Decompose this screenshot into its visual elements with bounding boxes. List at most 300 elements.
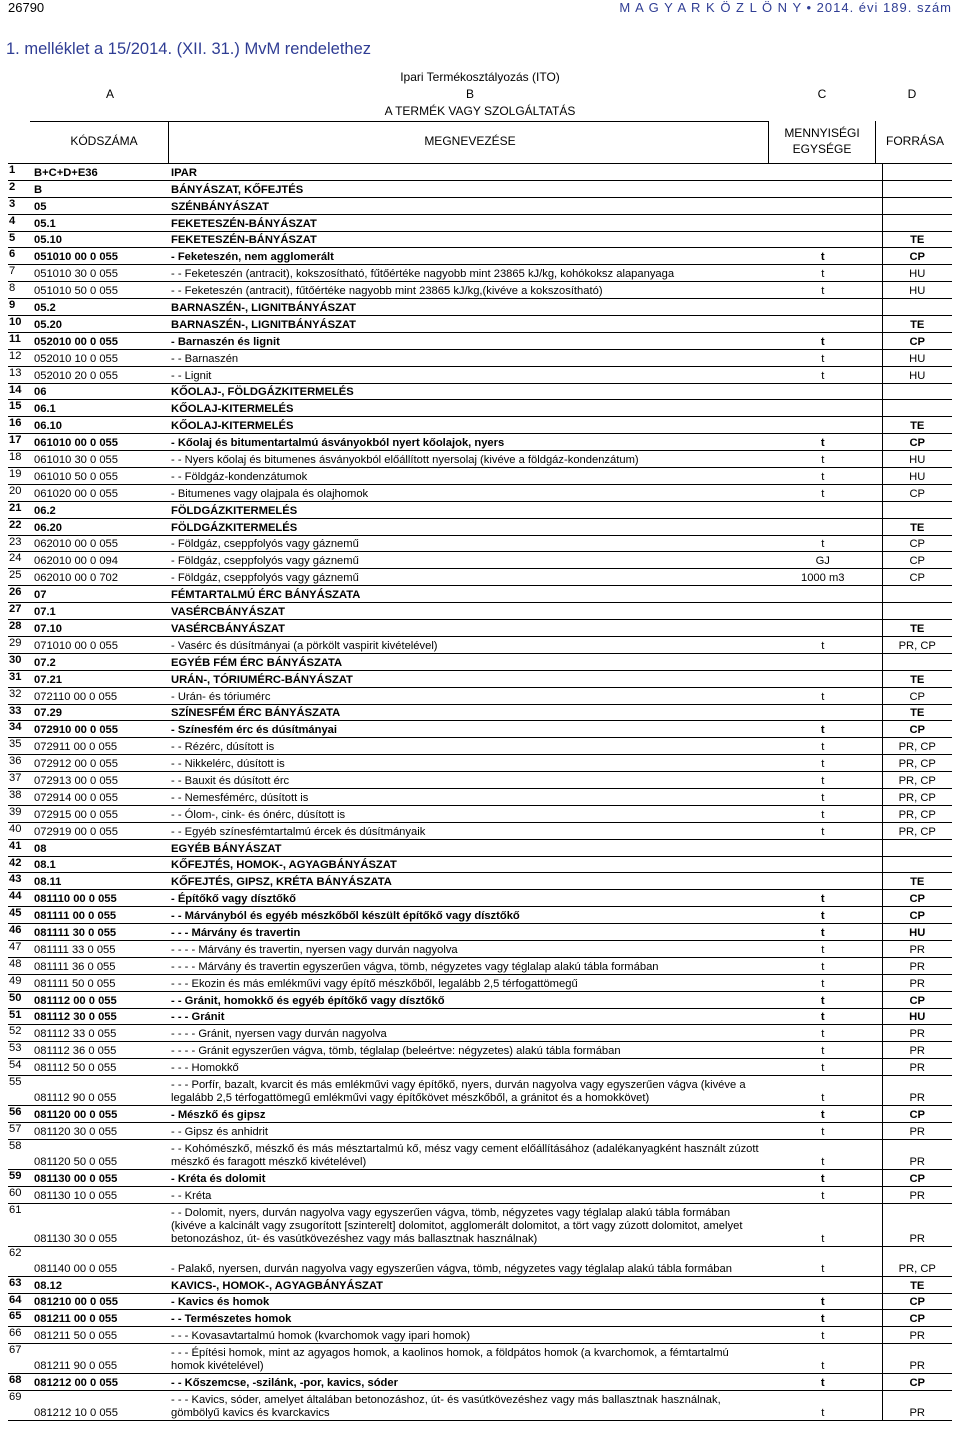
unit-of-measure: t — [764, 1186, 882, 1203]
product-code: 081212 10 0 055 — [30, 1391, 168, 1421]
data-source: CP — [882, 687, 952, 704]
unit-of-measure — [764, 873, 882, 890]
table-row — [8, 468, 952, 485]
row-number: 54 — [8, 1059, 30, 1076]
table-row — [8, 1344, 952, 1374]
table-row — [8, 1310, 952, 1327]
table-row — [8, 1139, 952, 1169]
table-row — [8, 1327, 952, 1344]
unit-of-measure — [764, 197, 882, 214]
row-number: 41 — [8, 839, 30, 856]
table-row — [8, 704, 952, 721]
product-code: 061010 00 0 055 — [30, 434, 168, 451]
unit-of-measure — [764, 299, 882, 316]
product-name: VASÉRCBÁNYÁSZAT — [168, 620, 764, 637]
table-row — [8, 1059, 952, 1076]
table-row — [8, 1246, 952, 1276]
product-code: 081140 00 0 055 — [30, 1246, 168, 1276]
data-source: HU — [882, 451, 952, 468]
data-source: TE — [882, 1276, 952, 1293]
unit-of-measure: t — [764, 332, 882, 349]
product-code: 072110 00 0 055 — [30, 687, 168, 704]
product-name: KŐOLAJ-, FÖLDGÁZKITERMELÉS — [168, 383, 764, 400]
row-number: 56 — [8, 1106, 30, 1123]
unit-of-measure: t — [764, 822, 882, 839]
data-source: PR, CP — [882, 805, 952, 822]
product-code: 081212 00 0 055 — [30, 1374, 168, 1391]
row-number: 66 — [8, 1327, 30, 1344]
data-source: HU — [882, 468, 952, 485]
table-row — [8, 1008, 952, 1025]
unit-of-measure — [764, 603, 882, 620]
table-title: Ipari Termékosztályozás (ITO) — [400, 70, 560, 84]
product-code: 07 — [30, 586, 168, 603]
product-name: FÖLDGÁZKITERMELÉS — [168, 501, 764, 518]
product-code: 062010 00 0 055 — [30, 535, 168, 552]
product-name: - - Gipsz és anhidrit — [168, 1122, 764, 1139]
unit-of-measure: t — [764, 772, 882, 789]
unit-of-measure: t — [764, 940, 882, 957]
product-name: - Mészkő és gipsz — [168, 1106, 764, 1123]
product-code: 072913 00 0 055 — [30, 772, 168, 789]
product-code: 06.20 — [30, 518, 168, 535]
unit-of-measure — [764, 586, 882, 603]
row-number: 52 — [8, 1025, 30, 1042]
row-number: 24 — [8, 552, 30, 569]
table-row — [8, 434, 952, 451]
row-number: 6 — [8, 248, 30, 265]
unit-of-measure: t — [764, 1025, 882, 1042]
product-name: KŐOLAJ-KITERMELÉS — [168, 400, 764, 417]
table-row — [8, 603, 952, 620]
unit-of-measure: t — [764, 991, 882, 1008]
product-code: 081112 36 0 055 — [30, 1042, 168, 1059]
row-number: 23 — [8, 535, 30, 552]
product-name: - Földgáz, cseppfolyós vagy gáznemű — [168, 535, 764, 552]
product-code: 05.1 — [30, 214, 168, 231]
product-name: EGYÉB BÁNYÁSZAT — [168, 839, 764, 856]
row-number: 4 — [8, 214, 30, 231]
column-header-name: MEGNEVEZÉSE — [424, 134, 516, 148]
product-code: 061010 30 0 055 — [30, 451, 168, 468]
product-name: - Feketeszén, nem agglomerált — [168, 248, 764, 265]
row-number: 17 — [8, 434, 30, 451]
journal-title: M A G Y A R K Ö Z L Ö N Y • 2014. évi 189. szám — [619, 0, 952, 15]
table-row — [8, 366, 952, 383]
table-row — [8, 1391, 952, 1421]
column-letter-d: D — [907, 87, 917, 101]
unit-of-measure: t — [764, 1344, 882, 1374]
product-code: 08 — [30, 839, 168, 856]
data-source: PR — [882, 1042, 952, 1059]
unit-of-measure: t — [764, 248, 882, 265]
data-source: PR — [882, 1059, 952, 1076]
unit-of-measure — [764, 501, 882, 518]
unit-of-measure — [764, 164, 882, 181]
unit-of-measure: t — [764, 1293, 882, 1310]
row-number: 2 — [8, 180, 30, 197]
product-code: 072919 00 0 055 — [30, 822, 168, 839]
table-row — [8, 957, 952, 974]
table-row — [8, 282, 952, 299]
table-row — [8, 653, 952, 670]
unit-of-measure: t — [764, 1076, 882, 1106]
product-name: - - Nikkelérc, dúsított is — [168, 755, 764, 772]
unit-of-measure: t — [764, 636, 882, 653]
classification-table — [8, 163, 952, 1421]
unit-of-measure: t — [764, 974, 882, 991]
row-number: 27 — [8, 603, 30, 620]
row-number: 37 — [8, 772, 30, 789]
table-row — [8, 805, 952, 822]
row-number: 47 — [8, 940, 30, 957]
data-source: PR, CP — [882, 755, 952, 772]
row-number: 57 — [8, 1122, 30, 1139]
row-number: 69 — [8, 1391, 30, 1421]
data-source: TE — [882, 620, 952, 637]
data-source — [882, 400, 952, 417]
product-code: 061010 50 0 055 — [30, 468, 168, 485]
product-name: - - Nyers kőolaj és bitumenes ásványokból előállított nyersolaj (kivéve a földgáz-kondenzátum) — [168, 451, 764, 468]
product-name: - Színesfém érc és dúsítmányai — [168, 721, 764, 738]
unit-of-measure — [764, 383, 882, 400]
product-code: 07.1 — [30, 603, 168, 620]
unit-of-measure: t — [764, 484, 882, 501]
row-number: 32 — [8, 687, 30, 704]
table-row — [8, 383, 952, 400]
data-source: PR — [882, 1186, 952, 1203]
row-number: 26 — [8, 586, 30, 603]
row-number: 68 — [8, 1374, 30, 1391]
data-source: PR, CP — [882, 636, 952, 653]
data-source: CP — [882, 484, 952, 501]
unit-of-measure: t — [764, 1139, 882, 1169]
table-row — [8, 738, 952, 755]
table-row — [8, 316, 952, 333]
data-source: PR, CP — [882, 788, 952, 805]
product-name: SZÍNESFÉM ÉRC BÁNYÁSZATA — [168, 704, 764, 721]
product-name: - Vasérc és dúsítmányai (a pörkölt vaspirit kivételével) — [168, 636, 764, 653]
data-source: HU — [882, 924, 952, 941]
data-source — [882, 839, 952, 856]
data-source: CP — [882, 569, 952, 586]
product-name: - - - Kovasavtartalmú homok (kvarchomok vagy ipari homok) — [168, 1327, 764, 1344]
table-row — [8, 721, 952, 738]
table-row — [8, 687, 952, 704]
data-source — [882, 501, 952, 518]
product-name: - Építőkő vagy dísztőkő — [168, 890, 764, 907]
product-name: - - - - Gránit, nyersen vagy durván nagyolva — [168, 1025, 764, 1042]
data-source: HU — [882, 366, 952, 383]
table-row — [8, 299, 952, 316]
row-number: 7 — [8, 265, 30, 282]
product-code: 081211 90 0 055 — [30, 1344, 168, 1374]
unit-of-measure: t — [764, 1391, 882, 1421]
row-number: 30 — [8, 653, 30, 670]
row-number: 45 — [8, 907, 30, 924]
unit-of-measure: t — [764, 535, 882, 552]
table-row — [8, 518, 952, 535]
row-number: 36 — [8, 755, 30, 772]
data-source: CP — [882, 332, 952, 349]
row-number: 53 — [8, 1042, 30, 1059]
table-row — [8, 1169, 952, 1186]
data-source: TE — [882, 231, 952, 248]
product-code: 081112 33 0 055 — [30, 1025, 168, 1042]
row-number: 10 — [8, 316, 30, 333]
product-code: 081120 00 0 055 — [30, 1106, 168, 1123]
product-code: 081111 36 0 055 — [30, 957, 168, 974]
unit-of-measure — [764, 704, 882, 721]
product-code: 081120 30 0 055 — [30, 1122, 168, 1139]
product-code: 081111 50 0 055 — [30, 974, 168, 991]
annex-subtitle: 1. melléklet a 15/2014. (XII. 31.) MvM rendelethez — [6, 40, 372, 58]
data-source: CP — [882, 1106, 952, 1123]
product-name: - - Rézérc, dúsított is — [168, 738, 764, 755]
product-name: - Kavics és homok — [168, 1293, 764, 1310]
row-number: 15 — [8, 400, 30, 417]
product-name: - - - Kavics, sóder, amelyet általában betonozáshoz, út- és vasútkövezéshez vagy más ballasztnak használnak, gömbölyű kavics és kvarckavics — [168, 1391, 764, 1421]
row-number: 21 — [8, 501, 30, 518]
data-source: TE — [882, 417, 952, 434]
data-source — [882, 653, 952, 670]
product-name: - - Természetes homok — [168, 1310, 764, 1327]
table-row — [8, 231, 952, 248]
row-number: 59 — [8, 1169, 30, 1186]
page-header — [8, 0, 952, 14]
product-code: 05.2 — [30, 299, 168, 316]
product-name: - - Feketeszén (antracit), kokszosítható, fűtőértéke nagyobb mint 23865 kJ/kg, kohókoksz alapanyaga — [168, 265, 764, 282]
product-name: FÖLDGÁZKITERMELÉS — [168, 518, 764, 535]
product-code: 072915 00 0 055 — [30, 805, 168, 822]
product-code: 081210 00 0 055 — [30, 1293, 168, 1310]
product-code: 081112 90 0 055 — [30, 1076, 168, 1106]
product-code: B+C+D+E36 — [30, 164, 168, 181]
unit-of-measure: t — [764, 721, 882, 738]
row-number: 61 — [8, 1203, 30, 1246]
product-code: 06.1 — [30, 400, 168, 417]
row-number: 43 — [8, 873, 30, 890]
product-code: 081111 30 0 055 — [30, 924, 168, 941]
table-row — [8, 940, 952, 957]
row-number: 12 — [8, 349, 30, 366]
data-source — [882, 180, 952, 197]
unit-of-measure: t — [764, 907, 882, 924]
table-row — [8, 214, 952, 231]
data-source — [882, 164, 952, 181]
unit-of-measure — [764, 316, 882, 333]
product-code: 081111 00 0 055 — [30, 907, 168, 924]
product-code: 072911 00 0 055 — [30, 738, 168, 755]
table-row — [8, 180, 952, 197]
data-source: CP — [882, 907, 952, 924]
row-number: 31 — [8, 670, 30, 687]
row-number: 58 — [8, 1139, 30, 1169]
product-code: 05.10 — [30, 231, 168, 248]
product-code: B — [30, 180, 168, 197]
table-row — [8, 856, 952, 873]
unit-of-measure: t — [764, 366, 882, 383]
row-number: 62 — [8, 1246, 30, 1276]
table-row — [8, 586, 952, 603]
data-source: PR, CP — [882, 1246, 952, 1276]
data-source: PR — [882, 940, 952, 957]
product-name: KŐFEJTÉS, GIPSZ, KRÉTA BÁNYÁSZATA — [168, 873, 764, 890]
data-source: CP — [882, 721, 952, 738]
product-code: 081130 10 0 055 — [30, 1186, 168, 1203]
product-code: 051010 50 0 055 — [30, 282, 168, 299]
unit-of-measure: t — [764, 1122, 882, 1139]
header-divider — [768, 121, 769, 164]
table-row — [8, 569, 952, 586]
row-number: 29 — [8, 636, 30, 653]
unit-of-measure: t — [764, 282, 882, 299]
product-name: - - - - Gránit egyszerűen vágva, tömb, téglalap (beleértve: négyzetes) alakú tábla formában — [168, 1042, 764, 1059]
unit-of-measure — [764, 856, 882, 873]
table-row — [8, 1276, 952, 1293]
product-name: BARNASZÉN-, LIGNITBÁNYÁSZAT — [168, 299, 764, 316]
product-name: - - Gránit, homokkő és egyéb építőkő vagy dísztőkő — [168, 991, 764, 1008]
table-row — [8, 636, 952, 653]
data-source: CP — [882, 1310, 952, 1327]
unit-of-measure: GJ — [764, 552, 882, 569]
product-code: 081120 50 0 055 — [30, 1139, 168, 1169]
product-name: - - Földgáz-kondenzátumok — [168, 468, 764, 485]
data-source — [882, 603, 952, 620]
unit-of-measure: t — [764, 451, 882, 468]
unit-of-measure: t — [764, 349, 882, 366]
unit-of-measure: t — [764, 755, 882, 772]
data-source: HU — [882, 265, 952, 282]
table-row — [8, 535, 952, 552]
product-name: - - - Homokkő — [168, 1059, 764, 1076]
data-source: CP — [882, 1169, 952, 1186]
product-code: 08.11 — [30, 873, 168, 890]
unit-of-measure: t — [764, 957, 882, 974]
product-code: 052010 20 0 055 — [30, 366, 168, 383]
data-source — [882, 586, 952, 603]
product-name: VASÉRCBÁNYÁSZAT — [168, 603, 764, 620]
product-code: 051010 30 0 055 — [30, 265, 168, 282]
product-code: 05.20 — [30, 316, 168, 333]
unit-of-measure: t — [764, 1246, 882, 1276]
data-source — [882, 214, 952, 231]
row-number: 16 — [8, 417, 30, 434]
product-name: IPAR — [168, 164, 764, 181]
product-name: - Urán- és tóriumérc — [168, 687, 764, 704]
table-row — [8, 907, 952, 924]
data-source: PR — [882, 1122, 952, 1139]
product-code: 062010 00 0 094 — [30, 552, 168, 569]
product-name: - Kőolaj és bitumentartalmú ásványokból nyert kőolajok, nyers — [168, 434, 764, 451]
product-code: 06 — [30, 383, 168, 400]
table-row — [8, 991, 952, 1008]
product-name: - - Ólom-, cink- és ónérc, dúsított is — [168, 805, 764, 822]
product-name: - - - Építési homok, mint az agyagos homok, a kaolinos homok, a földpátos homok (a kvarchomok, a fémtartalmú homok kivételével) — [168, 1344, 764, 1374]
product-name: - Bitumenes vagy olajpala és olajhomok — [168, 484, 764, 501]
unit-of-measure — [764, 400, 882, 417]
product-code: 081130 00 0 055 — [30, 1169, 168, 1186]
header-rule — [30, 121, 768, 122]
product-name: - Barnaszén és lignit — [168, 332, 764, 349]
table-row — [8, 822, 952, 839]
row-number: 35 — [8, 738, 30, 755]
table-row — [8, 332, 952, 349]
table-row — [8, 197, 952, 214]
data-source: CP — [882, 890, 952, 907]
header-divider — [875, 121, 876, 164]
table-row — [8, 1293, 952, 1310]
table-row — [8, 451, 952, 468]
row-number: 64 — [8, 1293, 30, 1310]
product-name: FEKETESZÉN-BÁNYÁSZAT — [168, 231, 764, 248]
unit-of-measure: t — [764, 738, 882, 755]
product-name: URÁN-, TÓRIUMÉRC-BÁNYÁSZAT — [168, 670, 764, 687]
product-name: EGYÉB FÉM ÉRC BÁNYÁSZATA — [168, 653, 764, 670]
product-name: - - Kohómészkő, mészkő és más mésztartalmú kő, mész vagy cement előállításához (adalékanyagként használt zúzott mészkő és faragott mészkő kivételével) — [168, 1139, 764, 1169]
product-code: 07.10 — [30, 620, 168, 637]
data-source: TE — [882, 704, 952, 721]
data-source: PR — [882, 1076, 952, 1106]
product-name: - - Kréta — [168, 1186, 764, 1203]
table-row — [8, 1122, 952, 1139]
row-number: 42 — [8, 856, 30, 873]
unit-of-measure — [764, 180, 882, 197]
product-code: 062010 00 0 702 — [30, 569, 168, 586]
data-source: HU — [882, 1008, 952, 1025]
product-name: - - Lignit — [168, 366, 764, 383]
table-row — [8, 1076, 952, 1106]
unit-of-measure: t — [764, 1203, 882, 1246]
table-row — [8, 349, 952, 366]
product-name: BARNASZÉN-, LIGNITBÁNYÁSZAT — [168, 316, 764, 333]
data-source: CP — [882, 552, 952, 569]
product-name: - - Nemesfémérc, dúsított is — [168, 788, 764, 805]
unit-of-measure — [764, 231, 882, 248]
product-code: 081110 00 0 055 — [30, 890, 168, 907]
unit-of-measure: t — [764, 788, 882, 805]
data-source: CP — [882, 991, 952, 1008]
table-row — [8, 873, 952, 890]
data-source: TE — [882, 873, 952, 890]
column-header-code: KÓDSZÁMA — [70, 134, 138, 148]
product-name: FEKETESZÉN-BÁNYÁSZAT — [168, 214, 764, 231]
product-name: - - - Márvány és travertin — [168, 924, 764, 941]
product-code: 081111 33 0 055 — [30, 940, 168, 957]
header-divider — [168, 121, 169, 164]
row-number: 67 — [8, 1344, 30, 1374]
table-row — [8, 620, 952, 637]
data-source: CP — [882, 1374, 952, 1391]
row-number: 33 — [8, 704, 30, 721]
unit-of-measure — [764, 620, 882, 637]
unit-of-measure: t — [764, 1327, 882, 1344]
product-code: 072914 00 0 055 — [30, 788, 168, 805]
data-source: PR — [882, 1391, 952, 1421]
data-source: CP — [882, 248, 952, 265]
table-row — [8, 400, 952, 417]
row-number: 51 — [8, 1008, 30, 1025]
table-row — [8, 1025, 952, 1042]
data-source — [882, 299, 952, 316]
row-number: 1 — [8, 164, 30, 181]
row-number: 34 — [8, 721, 30, 738]
row-number: 49 — [8, 974, 30, 991]
unit-of-measure: t — [764, 805, 882, 822]
row-number: 46 — [8, 924, 30, 941]
unit-of-measure: t — [764, 1059, 882, 1076]
product-code: 07.21 — [30, 670, 168, 687]
